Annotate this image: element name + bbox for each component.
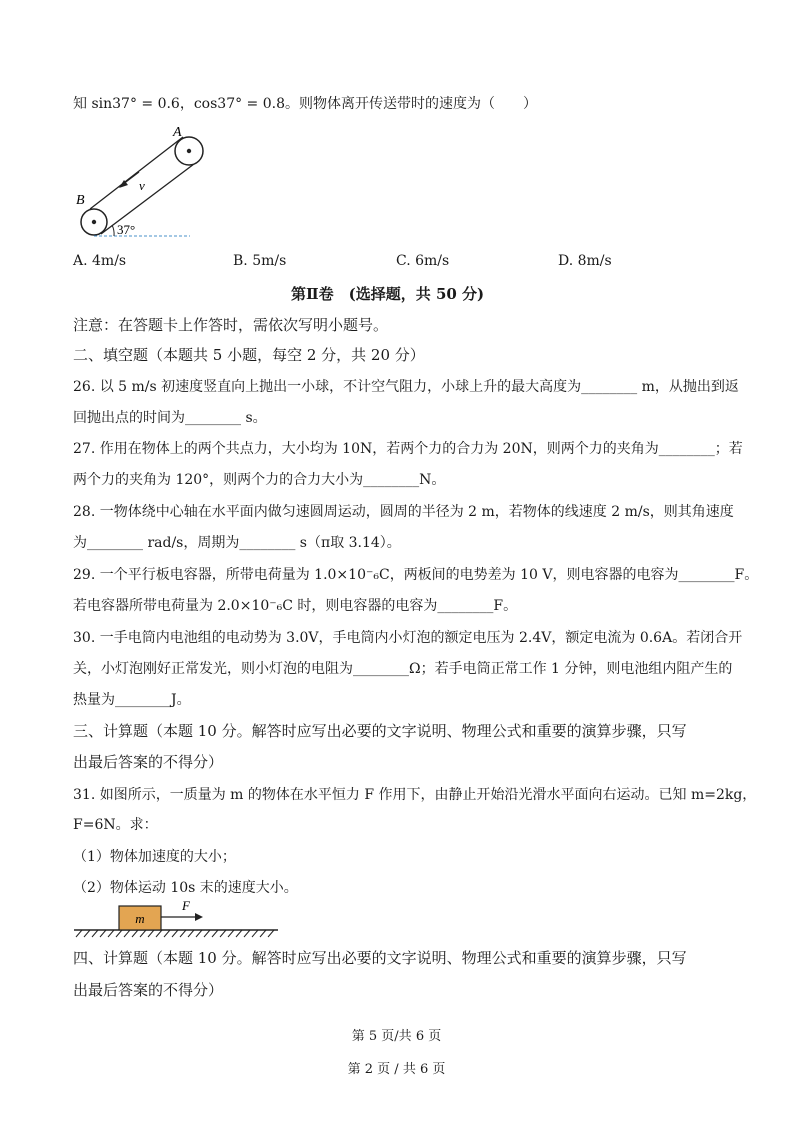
choice-b: B. 5m/s (233, 253, 287, 269)
section3-line2: 出最后答案的不得分） (73, 753, 224, 771)
part2-note: 注意：在答题卡上作答时，需依次写明小题号。 (73, 316, 389, 334)
q27-line1: 27. 作用在物体上的两个共点力，大小均为 10N，若两个力的合力为 20N，则两个力的夹角为________；若 (73, 441, 743, 457)
block-label: m (135, 911, 145, 926)
q29-line1: 29. 一个平行板电容器，所带电荷量为 1.0×10⁻₆C，两板间的电势差为 10 V，则电容器的电容为________F。 (73, 567, 759, 583)
label-b: B (76, 193, 85, 208)
q28-line1: 28. 一物体绕中心轴在水平面内做匀速圆周运动，圆周的半径为 2 m，若物体的线速度 2 m/s，则其角速度 (73, 504, 734, 520)
q25-intro: 知 sin37° = 0.6，cos37° = 0.8。则物体离开传送带时的速度为（ ） (73, 96, 538, 112)
q29-line2: 若电容器所带电荷量为 2.0×10⁻₆C 时，则电容器的电容为________F。 (73, 598, 518, 614)
q31-line2: F=6N。求： (73, 817, 158, 833)
q30-line3: 热量为________J。 (73, 692, 191, 708)
section4-line1: 四、计算题（本题 10 分。解答时应写出必要的文字说明、物理公式和重要的演算步骤，只写 (73, 949, 687, 967)
q30-line2: 关，小灯泡刚好正常发光，则小灯泡的电阻为________Ω；若手电筒正常工作 1 分钟，则电池组内阻产生的 (73, 661, 733, 677)
block-force-figure (72, 896, 282, 940)
force-label: F (182, 898, 190, 913)
q26-line2: 回抛出点的时间为________ s。 (73, 410, 267, 426)
label-a: A (173, 125, 182, 140)
page-number-original: 第 5 页/共 6 页 (351, 1029, 442, 1044)
q26-line1: 26. 以 5 m/s 初速度竖直向上抛出一小球，不计空气阻力，小球上升的最大高度为________ m，从抛出到返 (73, 379, 739, 395)
choice-a: A. 4m/s (73, 253, 127, 269)
page-number: 第 2 页 / 共 6 页 (347, 1062, 446, 1077)
choice-c: C. 6m/s (396, 253, 450, 269)
part2-title: 第Ⅱ卷 (选择题，共 50 分) (291, 285, 485, 303)
q31-part2: （2）物体运动 10s 末的速度大小。 (73, 880, 298, 896)
q31-line1: 31. 如图所示，一质量为 m 的物体在水平恒力 F 作用下，由静止开始沿光滑水平面向右运动。已知 m=2kg， (73, 787, 757, 803)
q27-line2: 两个力的夹角为 120°，则两个力的合力大小为________N。 (73, 472, 446, 488)
q31-part1: （1）物体加速度的大小； (73, 849, 236, 865)
section-fill-title: 二、填空题（本题共 5 小题，每空 2 分，共 20 分） (73, 346, 425, 364)
section3-line1: 三、计算题（本题 10 分。解答时应写出必要的文字说明、物理公式和重要的演算步骤，只写 (73, 722, 687, 740)
q28-line2: 为________ rad/s，周期为________ s（π取 3.14）。 (73, 535, 401, 551)
choice-d: D. 8m/s (558, 253, 612, 269)
q30-line1: 30. 一手电筒内电池组的电动势为 3.0V，手电筒内小灯泡的额定电压为 2.4V，额定电流为 0.6A。若闭合开 (73, 630, 743, 646)
section4-line2: 出最后答案的不得分） (73, 981, 224, 999)
conveyor-belt-figure (70, 122, 210, 242)
label-v: v (139, 178, 145, 193)
angle-label: 37° (117, 222, 136, 237)
